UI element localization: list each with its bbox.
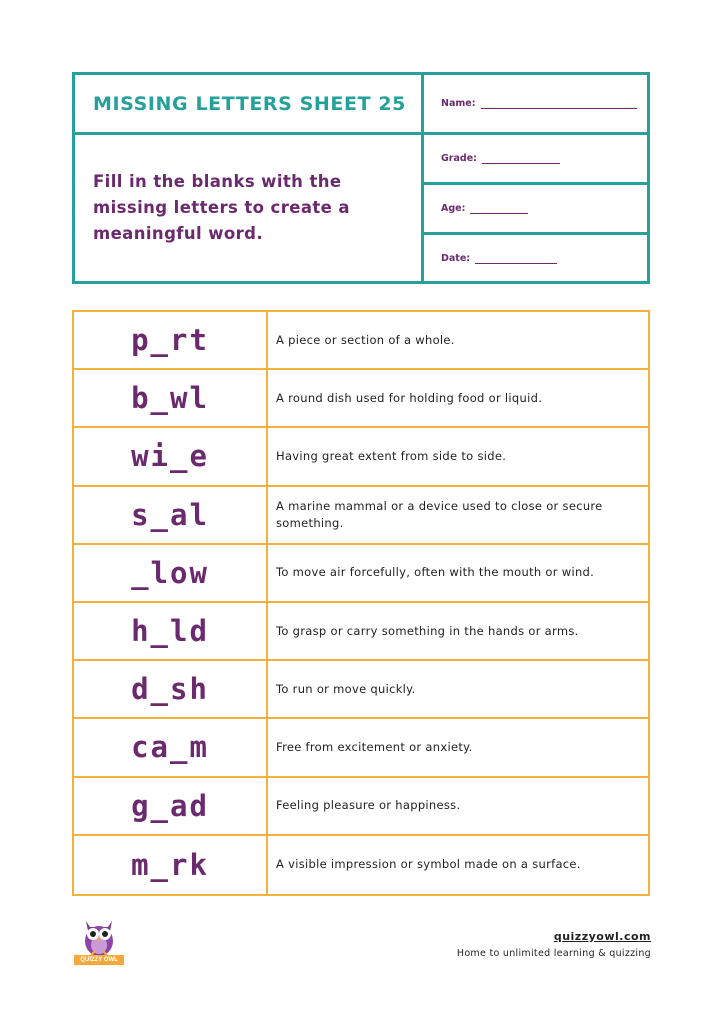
word-clue: Feeling pleasure or happiness. <box>276 798 461 813</box>
name-blank[interactable] <box>481 98 637 109</box>
word-row <box>74 603 648 661</box>
age-label: Age: <box>441 203 466 214</box>
instructions-text: Fill in the blanks with the missing letters to create a meaningful word. <box>93 172 350 243</box>
word-row <box>74 661 648 719</box>
word-clue: Free from excitement or anxiety. <box>276 739 473 754</box>
word-row <box>74 778 648 836</box>
instructions-cell <box>75 135 421 281</box>
missing-letter-word: wi_e <box>131 439 209 474</box>
date-label: Date: <box>441 252 471 264</box>
word-clue: To move air forcefully, often with the mouth or wind. <box>276 565 595 580</box>
missing-letter-word: ca_m <box>131 730 209 765</box>
clue-cell <box>268 545 648 601</box>
missing-letter-word: m_rk <box>131 847 209 882</box>
word-row <box>74 836 648 894</box>
grade-label: Grade: <box>441 153 477 164</box>
word-cell <box>74 487 268 543</box>
missing-letter-word: p_rt <box>131 323 209 358</box>
clue-cell <box>268 370 648 426</box>
word-row <box>74 312 648 370</box>
word-row <box>74 370 648 428</box>
word-cell <box>74 719 268 775</box>
word-clue: A piece or section of a whole. <box>276 332 455 347</box>
clue-cell <box>268 719 648 775</box>
header-fields <box>424 75 647 281</box>
name-field[interactable] <box>424 75 647 135</box>
word-clue: A marine mammal or a device used to close or secure something. <box>276 498 603 530</box>
word-row <box>74 428 648 486</box>
word-clue: To run or move quickly. <box>276 681 416 696</box>
clue-cell <box>268 603 648 659</box>
date-blank[interactable] <box>475 253 557 264</box>
missing-letter-word: d_sh <box>131 672 209 707</box>
missing-letter-word: g_ad <box>131 788 209 823</box>
word-clue: Having great extent from side to side. <box>276 448 507 463</box>
site-tagline: Home to unlimited learning & quizzing <box>456 948 651 959</box>
title-cell <box>75 75 421 135</box>
word-row <box>74 719 648 777</box>
word-clue: To grasp or carry something in the hands or arms. <box>276 623 579 638</box>
clue-cell <box>268 778 648 834</box>
owl-icon <box>74 915 124 957</box>
word-cell <box>74 778 268 834</box>
word-table <box>72 310 650 896</box>
footer-site <box>457 930 651 959</box>
clue-cell <box>268 836 648 894</box>
header-left <box>75 75 424 281</box>
worksheet-header <box>72 72 650 284</box>
word-clue: A visible impression or symbol made on a surface. <box>276 857 581 872</box>
word-cell <box>74 603 268 659</box>
word-cell <box>74 836 268 894</box>
age-field[interactable] <box>424 185 647 235</box>
date-field[interactable] <box>424 235 647 281</box>
site-link[interactable]: quizzyowl.com <box>553 930 651 943</box>
word-cell <box>74 370 268 426</box>
word-row <box>74 487 648 545</box>
word-cell <box>74 312 268 368</box>
word-clue: A round dish used for holding food or liquid. <box>276 390 543 405</box>
missing-letter-word: b_wl <box>131 381 209 416</box>
clue-cell <box>268 487 648 543</box>
word-row <box>74 545 648 603</box>
word-cell <box>74 661 268 717</box>
name-label: Name: <box>441 98 476 109</box>
word-cell <box>74 545 268 601</box>
clue-cell <box>268 312 648 368</box>
clue-cell <box>268 428 648 484</box>
grade-blank[interactable] <box>482 153 560 164</box>
age-blank[interactable] <box>470 203 528 214</box>
grade-field[interactable] <box>424 135 647 185</box>
clue-cell <box>268 661 648 717</box>
word-cell <box>74 428 268 484</box>
missing-letter-word: h_ld <box>131 614 209 649</box>
missing-letter-word: _low <box>131 555 209 590</box>
missing-letter-word: s_al <box>131 497 209 532</box>
logo-text: QUIZZY OWL <box>74 955 124 965</box>
worksheet-title: MISSING LETTERS SHEET 25 <box>93 92 406 115</box>
